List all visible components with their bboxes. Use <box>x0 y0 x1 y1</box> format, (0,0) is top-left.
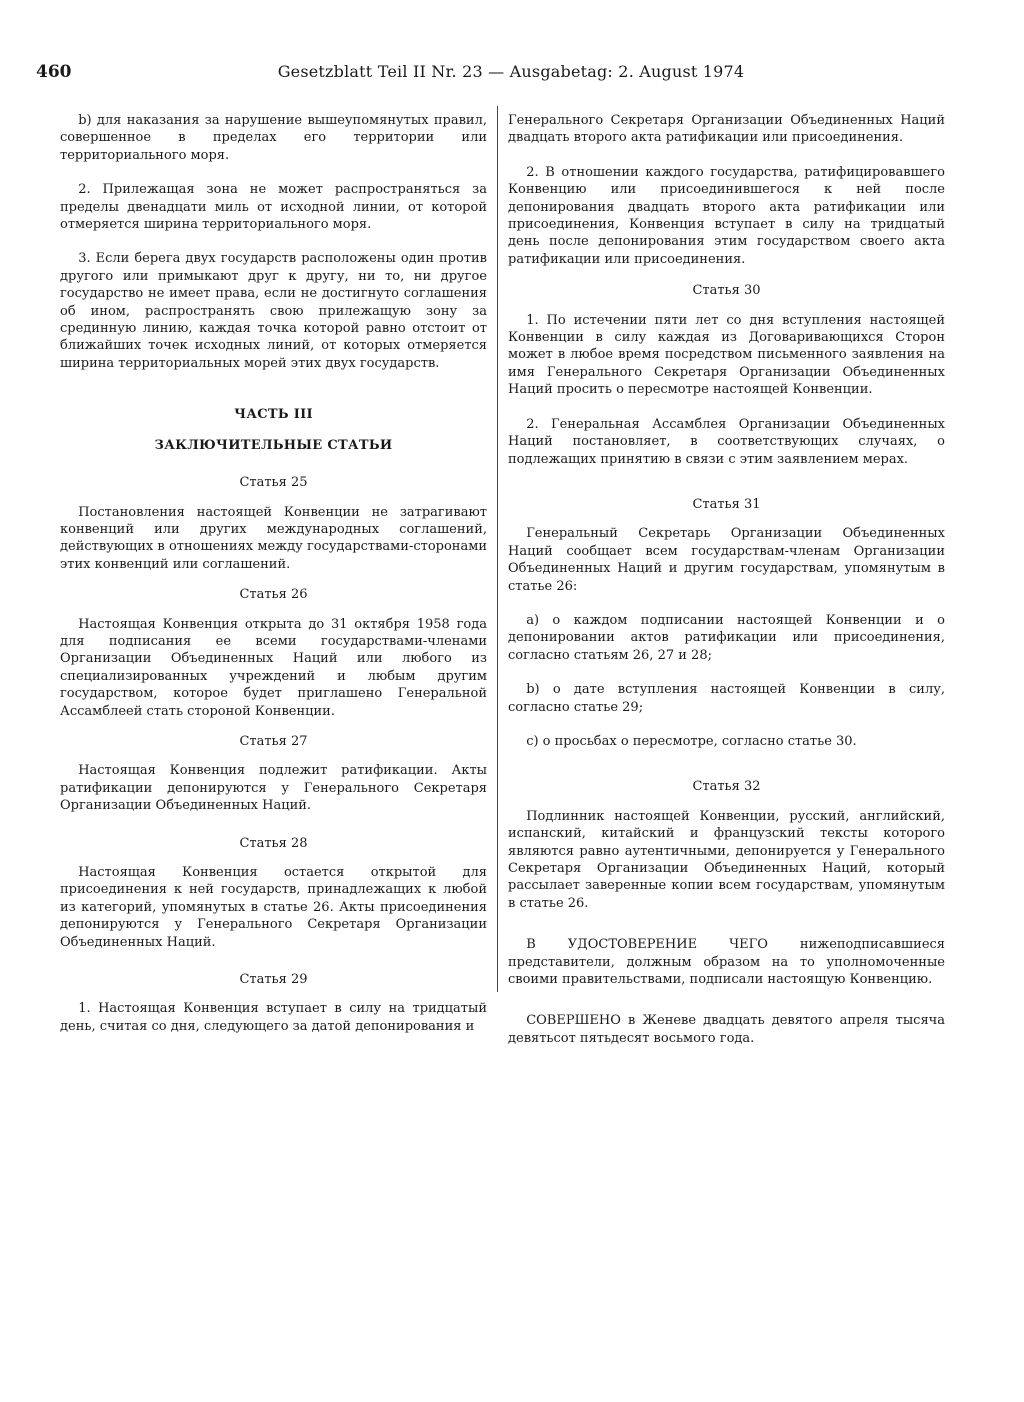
page-number: 460 <box>36 62 72 82</box>
article-28-text: Настоящая Конвенция остается открытой для присоединения к ней государств, принадлежащих к любой из категорий, упомянутых в статье 26. Акты присоединения депонируются у Генерального Секретаря Организации Объединенных Наций. <box>60 865 487 950</box>
article-31-item-c: c) о просьбах о пересмотре, согласно статье 30. <box>526 733 857 749</box>
article-30-paragraph-1: 1. По истечении пяти лет со дня вступления настоящей Конвенции в силу каждая из Договаривающихся Сторон может в любое время посредством письменного заявления на имя Генерального Секретаря Организации Объединенных Наций просить о пересмотре настоящей Конвенции. <box>508 312 945 398</box>
article-30-paragraph-2: 2. Генеральная Ассамблея Организации Объединенных Наций постановляет, в соответствующих случаях, о подлежащих принятию в связи с этим заявлением мерах. <box>508 416 945 467</box>
done-clause: СОВЕРШЕНО в Женеве двадцать девятого апреля тысяча девятьсот пятьдесят восьмого года. <box>508 1013 945 1046</box>
part-title: ЧАСТЬ III <box>234 407 313 423</box>
article-31-item-a: a) о каждом подписании настоящей Конвенции и о депонировании актов ратификации или присоединения, согласно статьям 26, 27 и 28; <box>508 612 945 663</box>
article-25-heading: Статья 25 <box>239 475 308 491</box>
column-divider <box>497 106 498 992</box>
running-header-title: Gesetzblatt Teil II Nr. 23 — Ausgabetag: 2. August 1974 <box>277 62 745 81</box>
article-29-paragraph-1: 1. Настоящая Конвенция вступает в силу на тридцатый день, считая со дня, следующего за датой депонирования и <box>60 1001 487 1034</box>
article-27-text: Настоящая Конвенция подлежит ратификации. Акты ратификации депонируются у Генерального Секретаря Организации Объединенных Наций. <box>60 763 487 814</box>
page-header <box>36 62 986 88</box>
article-26-text: Настоящая Конвенция открыта до 31 октября 1958 года для подписания ее всеми государствами-членами Организации Объединенных Наций или любого из специализированных учреждений и любым другим государством, которое будет приглашено Генеральной Ассамблеей стать стороной Конвенции. <box>60 616 487 719</box>
paragraph-3: 3. Если берега двух государств расположены один против другого или примыкают друг к другу, ни то, ни другое государство не имеет права, если не достигнуто соглашения об ином, распространять свою прилежащую зону за срединную линию, каждая точка которой равно отстоит от ближайших точек исходных линий, от которых отмеряется ширина территориальных морей этих двух государств. <box>60 251 487 371</box>
article-29-heading: Статья 29 <box>239 972 308 988</box>
article-32-heading: Статья 32 <box>692 779 761 795</box>
article-31-text: Генеральный Секретарь Организации Объединенных Наций сообщает всем государствам-членам Организации Объединенных Наций и другим государствам, упомянутым в статье 26: <box>508 526 945 594</box>
article-25-text: Постановления настоящей Конвенции не затрагивают конвенций или других международных соглашений, действующих в отношениях между государствами-сторонами этих конвенций или соглашений. <box>60 504 487 572</box>
article-29-paragraph-2: 2. В отношении каждого государства, ратифицировавшего Конвенцию или присоединившегося к ней после депонирования двадцать второго акта ратификации или присоединения, Конвенция вступает в силу на тридцатый день после депонирования этим государством своего акта ратификации или присоединения. <box>508 164 945 267</box>
section-title: ЗАКЛЮЧИТЕЛЬНЫЕ СТАТЬИ <box>154 437 393 453</box>
article-30-heading: Статья 30 <box>692 283 761 299</box>
article-31-heading: Статья 31 <box>692 496 761 512</box>
paragraph-2: 2. Прилежащая зона не может распространяться за пределы двенадцати миль от исходной линии, от которой отмеряется ширина территориального моря. <box>60 182 487 233</box>
article-29-continuation: Генерального Секретаря Организации Объединенных Наций двадцать второго акта ратификации или присоединения. <box>508 113 945 146</box>
left-column <box>60 112 487 1035</box>
paragraph-b: b) для наказания за нарушение вышеупомянутых правил, совершенное в пределах его территории или территориального моря. <box>60 113 487 163</box>
right-column <box>508 112 945 1047</box>
article-27-heading: Статья 27 <box>239 733 308 749</box>
article-32-text: Подлинник настоящей Конвенции, русский, английский, испанский, китайский и французский тексты которого являются равно аутентичными, депонируется у Генерального Секретаря Организации Объединенных Наций, который рассылает заверенные копии всем государствам, упомянутым в статье 26. <box>508 808 945 911</box>
article-31-item-b: b) о дате вступления настоящей Конвенции в силу, согласно статье 29; <box>508 682 945 715</box>
article-26-heading: Статья 26 <box>239 587 308 603</box>
witness-clause: В УДОСТОВЕРЕНИЕ ЧЕГО нижеподписавшиеся представители, должным образом на то уполномоченные своими правительствами, подписали настоящую Конвенцию. <box>508 937 945 988</box>
article-28-heading: Статья 28 <box>239 835 308 851</box>
